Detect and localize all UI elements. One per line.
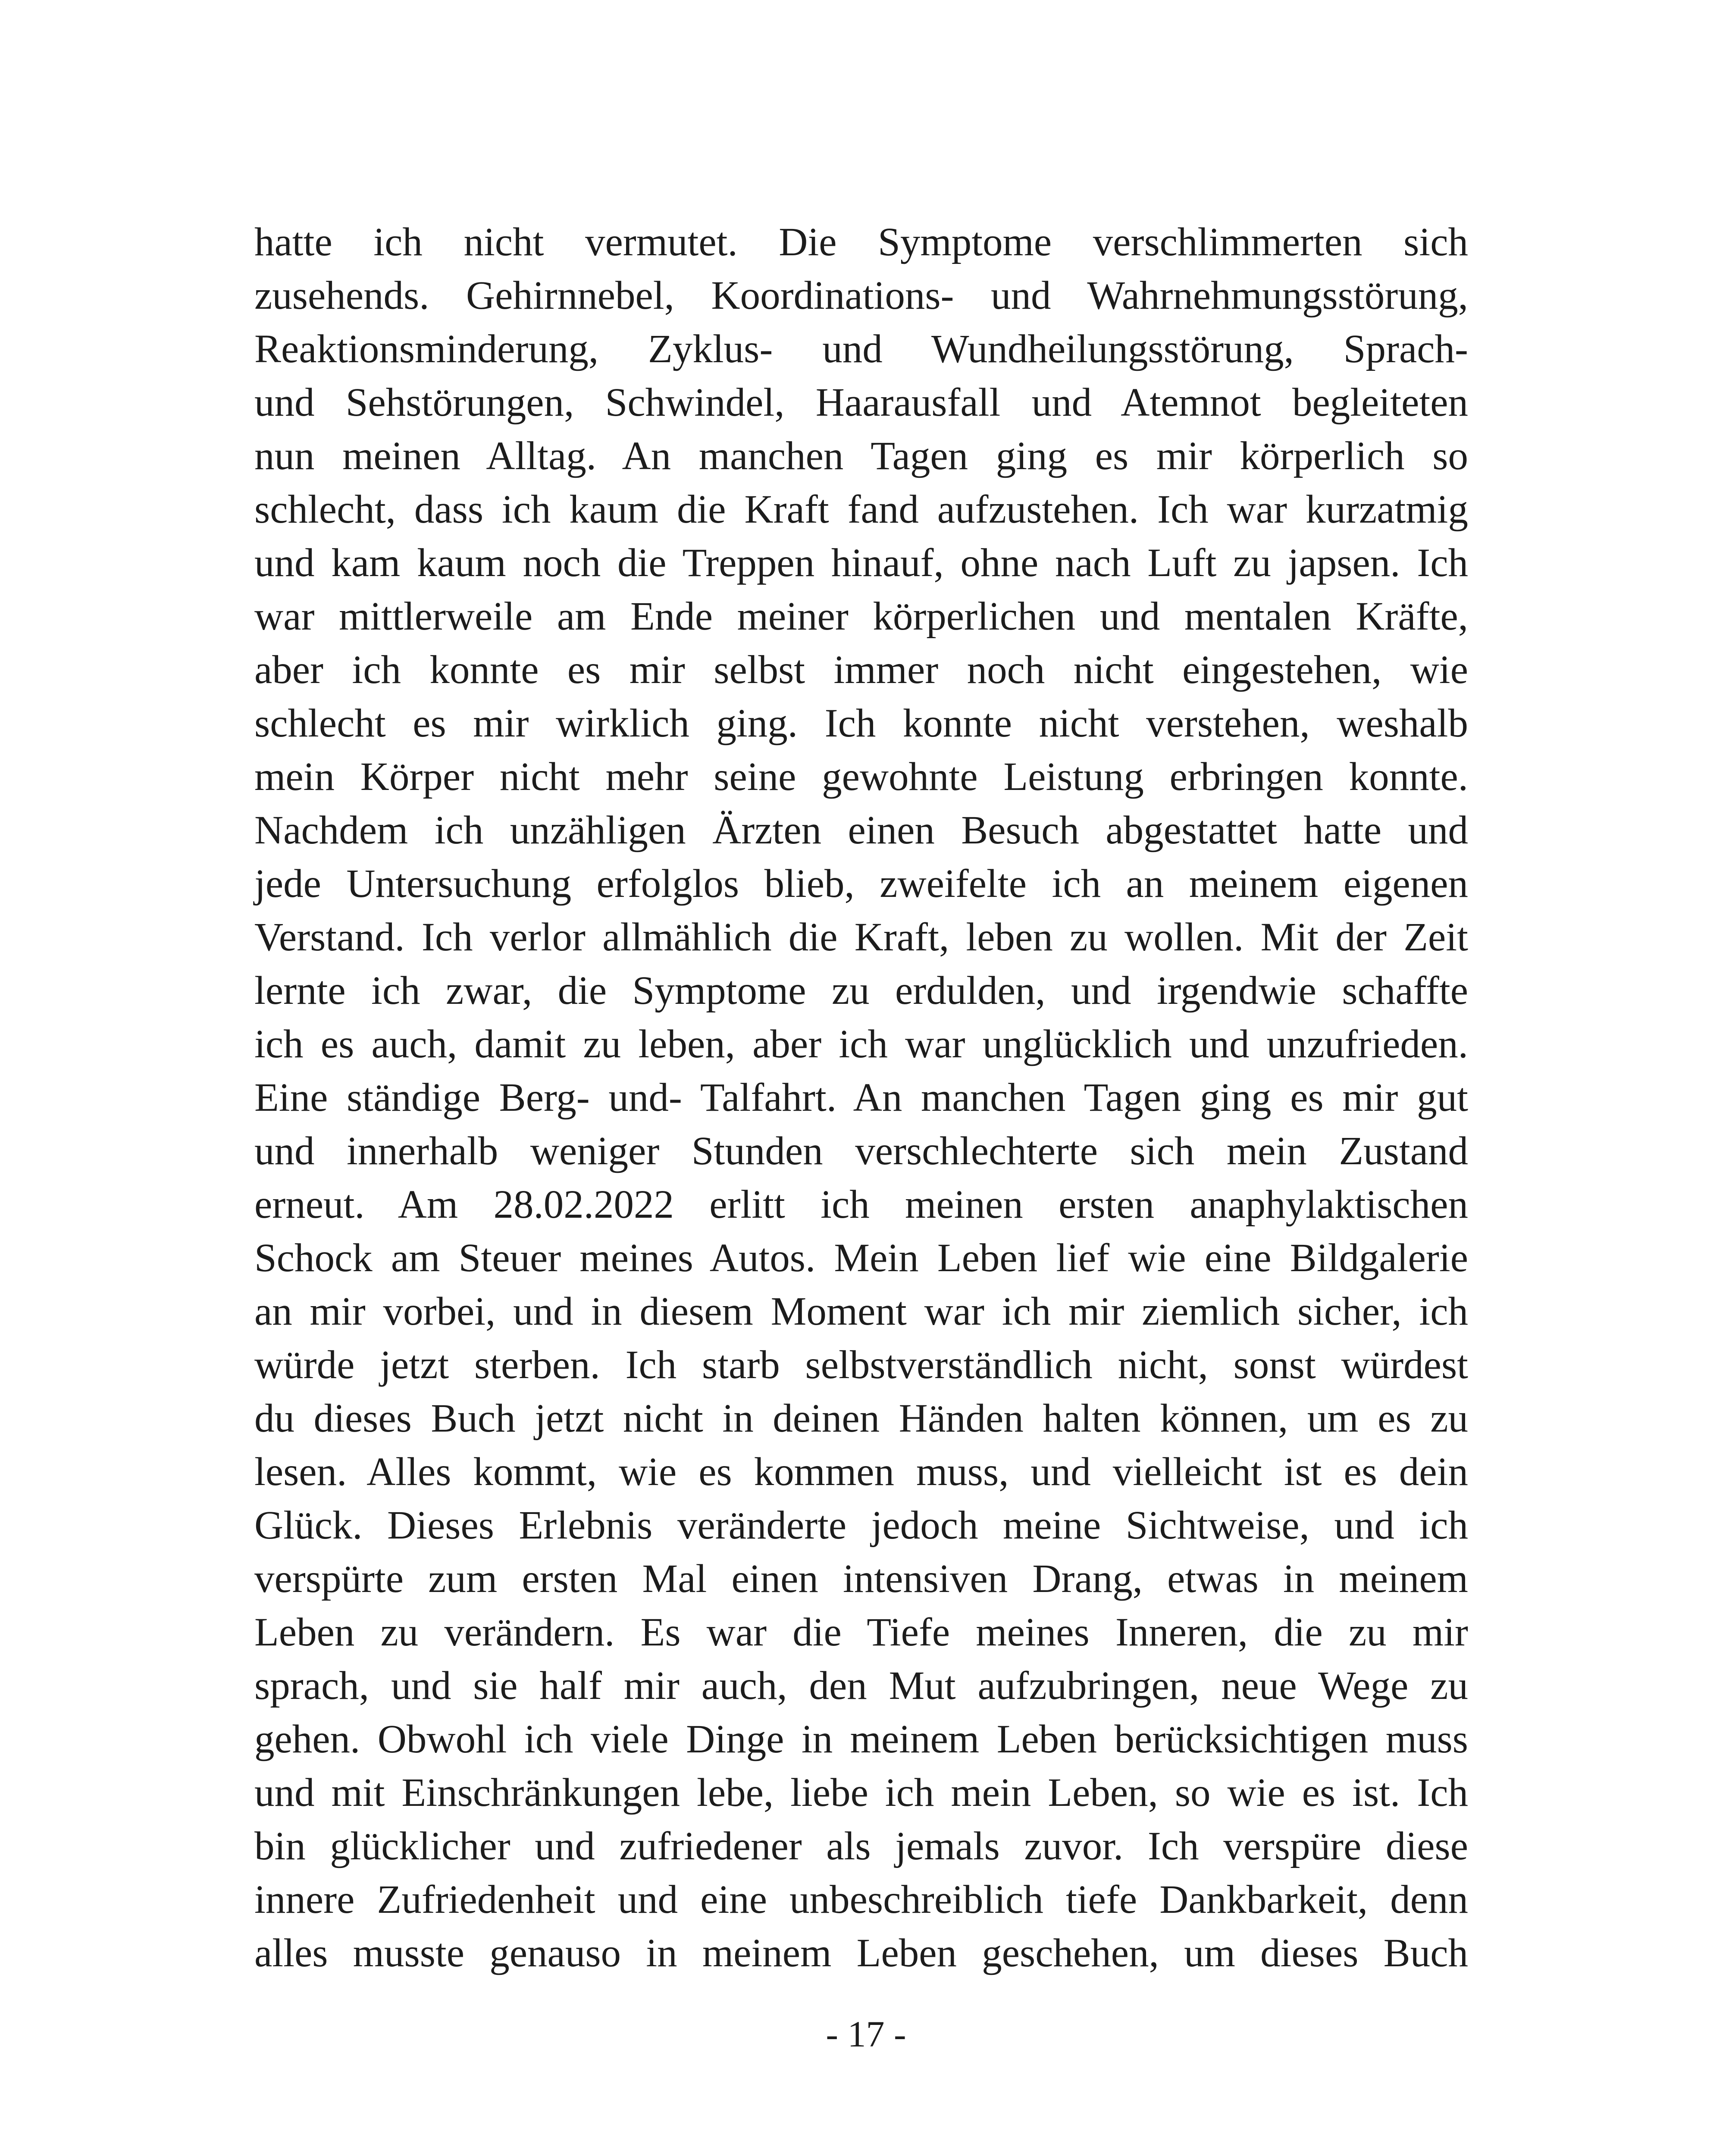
text-line: bin glücklicher und zufriedener als jemals zuvor. Ich verspüre diese bbox=[254, 1824, 1468, 1868]
text-line: verspürte zum ersten Mal einen intensiven Drang, etwas in meinem bbox=[254, 1557, 1468, 1601]
text-line: und kam kaum noch die Treppen hinauf, ohne nach Luft zu japsen. Ich bbox=[254, 541, 1468, 585]
page-number: - 17 - bbox=[826, 2013, 906, 2055]
text-line: jede Untersuchung erfolglos blieb, zweifelte ich an meinem eigenen bbox=[254, 862, 1468, 906]
text-line: ich es auch, damit zu leben, aber ich war unglücklich und unzufrieden. bbox=[254, 1022, 1468, 1066]
text-line: gehen. Obwohl ich viele Dinge in meinem Leben berücksichtigen muss bbox=[254, 1717, 1468, 1761]
body-text bbox=[254, 216, 1468, 1980]
text-line: zusehends. Gehirnnebel, Koordinations- und Wahrnehmungsstörung, bbox=[254, 273, 1468, 318]
text-line: erneut. Am 28.02.2022 erlitt ich meinen ersten anaphylaktischen bbox=[254, 1182, 1468, 1227]
text-line: und mit Einschränkungen lebe, liebe ich mein Leben, so wie es ist. Ich bbox=[254, 1771, 1468, 1815]
text-line: Leben zu verändern. Es war die Tiefe meines Inneren, die zu mir bbox=[254, 1610, 1468, 1655]
text-line: lesen. Alles kommt, wie es kommen muss, und vielleicht ist es dein bbox=[254, 1450, 1468, 1494]
text-line: Reaktionsminderung, Zyklus- und Wundheilungsstörung, Sprach- bbox=[254, 327, 1468, 371]
text-line: Eine ständige Berg- und- Talfahrt. An manchen Tagen ging es mir gut bbox=[254, 1075, 1468, 1120]
text-line: innere Zufriedenheit und eine unbeschreiblich tiefe Dankbarkeit, denn bbox=[254, 1877, 1468, 1922]
text-line: Glück. Dieses Erlebnis veränderte jedoch meine Sichtweise, und ich bbox=[254, 1503, 1468, 1548]
text-line: lernte ich zwar, die Symptome zu erdulden, und irgendwie schaffte bbox=[254, 968, 1468, 1013]
text-line: hatte ich nicht vermutet. Die Symptome verschlimmerten sich bbox=[254, 220, 1468, 264]
text-line: sprach, und sie half mir auch, den Mut aufzubringen, neue Wege zu bbox=[254, 1664, 1468, 1708]
text-line: mein Körper nicht mehr seine gewohnte Leistung erbringen konnte. bbox=[254, 755, 1468, 799]
text-line: schlecht, dass ich kaum die Kraft fand aufzustehen. Ich war kurzatmig bbox=[254, 487, 1468, 532]
text-line: Verstand. Ich verlor allmählich die Kraft, leben zu wollen. Mit der Zeit bbox=[254, 915, 1468, 959]
text-line: Nachdem ich unzähligen Ärzten einen Besuch abgestattet hatte und bbox=[254, 808, 1468, 852]
text-line: würde jetzt sterben. Ich starb selbstverständlich nicht, sonst würdest bbox=[254, 1343, 1468, 1387]
text-line: nun meinen Alltag. An manchen Tagen ging es mir körperlich so bbox=[254, 434, 1468, 478]
text-line: alles musste genauso in meinem Leben geschehen, um dieses Buch bbox=[254, 1931, 1468, 1975]
text-line: war mittlerweile am Ende meiner körperlichen und mentalen Kräfte, bbox=[254, 594, 1468, 639]
text-line: und Sehstörungen, Schwindel, Haarausfall und Atemnot begleiteten bbox=[254, 380, 1468, 425]
text-line: Schock am Steuer meines Autos. Mein Leben lief wie eine Bildgalerie bbox=[254, 1236, 1468, 1280]
text-line: schlecht es mir wirklich ging. Ich konnte nicht verstehen, weshalb bbox=[254, 701, 1468, 746]
text-line: und innerhalb weniger Stunden verschlechterte sich mein Zustand bbox=[254, 1129, 1468, 1173]
text-line: aber ich konnte es mir selbst immer noch nicht eingestehen, wie bbox=[254, 648, 1468, 692]
text-line: du dieses Buch jetzt nicht in deinen Händen halten können, um es zu bbox=[254, 1396, 1468, 1441]
text-line: an mir vorbei, und in diesem Moment war ich mir ziemlich sicher, ich bbox=[254, 1289, 1468, 1334]
